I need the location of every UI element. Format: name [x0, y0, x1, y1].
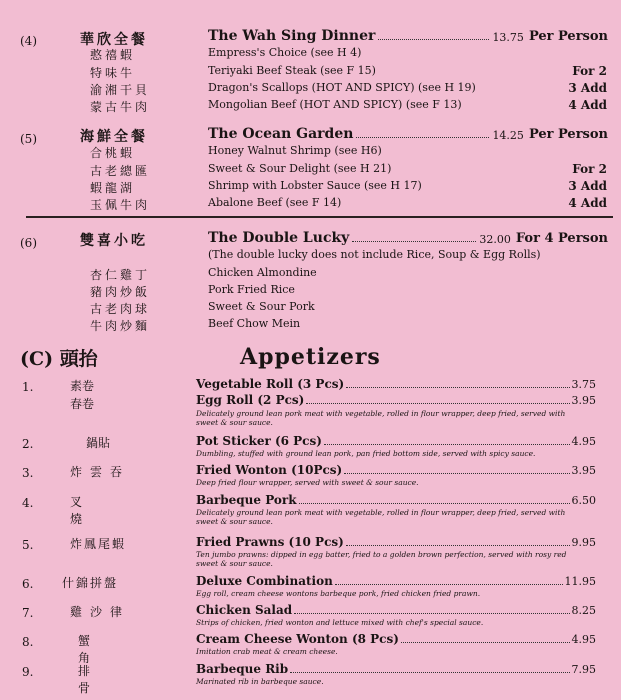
appetizer-number: 3. [22, 466, 34, 480]
combo-item [0, 266, 621, 284]
combo-zh-title: 海鮮全餐 [80, 129, 148, 145]
appetizer-name: Deluxe Combination [196, 574, 333, 588]
appetizer-zh: 蟹角 [78, 634, 131, 665]
appetizer-name: Cream Cheese Wonton (8 Pcs) [196, 632, 399, 646]
appetizer-line [196, 491, 596, 507]
combo-item [0, 98, 621, 116]
item-en: Sweet & Sour Pork [208, 300, 315, 313]
appetizer-line [196, 375, 596, 391]
combo-number: (6) [20, 236, 37, 250]
item-zh: 牛肉炒麵 [90, 319, 151, 333]
combo-per: Per Person [528, 127, 608, 142]
item-qty: 4 Add [568, 98, 607, 112]
item-zh: 合桃蝦 [90, 146, 136, 160]
combo-price: 32.00 [479, 233, 511, 246]
appetizer-zh: 什錦拼盤 [62, 576, 119, 590]
item-zh: 古老肉球 [90, 302, 151, 316]
combo-item [0, 196, 621, 214]
item-en: Abalone Beef (see F 14) [208, 196, 342, 209]
appetizer-price-2: 3.95 [571, 394, 596, 407]
appetizer-price: 4.95 [571, 633, 596, 646]
appetizer-line [196, 630, 596, 646]
appetizer-name-2: Egg Roll (2 Pcs) [196, 393, 305, 407]
appetizer-number: 2. [22, 437, 34, 451]
item-zh: 蝦龍湖 [90, 181, 136, 195]
appetizer-name: Chicken Salad [196, 603, 293, 617]
leader-dots [306, 403, 569, 404]
combo-title: The Ocean Garden [208, 126, 354, 142]
leader-dots [335, 584, 563, 585]
item-en: Shrimp with Lobster Sauce (see H 17) [208, 179, 422, 192]
combo-item [0, 283, 621, 301]
item-qty: 3 Add [568, 81, 607, 95]
appetizer-number: 6. [22, 577, 34, 591]
appetizer-number: 5. [22, 538, 34, 552]
item-zh: 憨禧蝦 [90, 48, 136, 62]
appetizer-line-2 [196, 391, 596, 407]
item-en: Dragon's Scallops (HOT AND SPICY) (see H 19) [208, 81, 476, 94]
combo-title-row [208, 228, 608, 246]
leader-dots [352, 241, 476, 242]
item-zh: 玉佩牛肉 [90, 198, 151, 212]
appetizer-number: 8. [22, 635, 34, 649]
appetizer-zh: 排骨 [78, 664, 131, 695]
appetizer-name: Vegetable Roll (3 Pcs) [196, 377, 345, 391]
item-qty: 3 Add [568, 179, 607, 193]
combo-item [0, 144, 621, 162]
item-qty: 4 Add [568, 196, 607, 210]
item-en: Beef Chow Mein [208, 317, 301, 330]
item-qty: For 2 [572, 162, 607, 176]
appetizer-zh-text: 素卷 [70, 379, 95, 393]
appetizer-name: Barbeque Pork [196, 493, 297, 507]
appetizer-desc: Deep fried flour wrapper, served with sweet & sour sauce. [196, 478, 419, 487]
appetizer-number: 9. [22, 665, 34, 679]
combo-price: 14.25 [492, 129, 524, 142]
combo-item [0, 179, 621, 197]
appetizer-line [196, 461, 596, 477]
combo-per: For 4 Person [515, 231, 608, 246]
leader-dots [324, 444, 570, 445]
item-zh: 豬肉炒飯 [90, 285, 151, 299]
combo-item [0, 46, 621, 64]
combo-item [0, 162, 621, 180]
leader-dots [378, 39, 489, 40]
appetizer-line [196, 660, 596, 676]
appetizer-price: 9.95 [571, 536, 596, 549]
appetizer-zh-2 [70, 395, 146, 412]
item-en: Teriyaki Beef Steak (see F 15) [208, 64, 376, 77]
leader-dots [346, 545, 570, 546]
item-en: Chicken Almondine [208, 266, 317, 279]
appetizer-line [196, 601, 596, 617]
appetizer-zh: 叉燒 [70, 495, 113, 526]
leader-dots [294, 613, 569, 614]
combo-note: (The double lucky does not include Rice, Soup & Egg Rolls) [208, 248, 541, 261]
appetizer-zh: 炸雲吞 [70, 465, 131, 479]
appetizer-zh-text-2: 春卷 [70, 397, 95, 411]
combo-item [0, 317, 621, 335]
appetizer-line [196, 533, 596, 549]
appetizer-zh [70, 377, 146, 394]
combo-zh-title: 華欣全餐 [80, 32, 148, 48]
combo-price: 13.75 [492, 31, 524, 44]
item-en: Pork Fried Rice [208, 283, 295, 296]
appetizer-desc: Marinated rib in barbeque sauce. [196, 677, 324, 686]
combo-title-row [208, 26, 608, 44]
appetizer-desc: Delicately ground lean pork meat with vegetable, rolled in flour wrapper, deep fried, served with sweet & sour sauce. [196, 508, 566, 526]
leader-dots [344, 473, 569, 474]
appetizer-price: 7.95 [571, 663, 596, 676]
combo-item [0, 81, 621, 99]
appetizer-desc: Imitation crab meat & cream cheese. [196, 647, 338, 656]
appetizer-name: Fried Prawns (10 Pcs) [196, 535, 344, 549]
combo-title: The Double Lucky [208, 230, 350, 246]
appetizer-zh: 鍋貼 [86, 436, 111, 450]
item-zh: 特味牛 [90, 66, 136, 80]
combo-number: (4) [20, 34, 37, 48]
appetizer-price: 3.95 [571, 464, 596, 477]
leader-dots [290, 672, 569, 673]
appetizer-price: 8.25 [571, 604, 596, 617]
item-zh: 杏仁雞丁 [90, 268, 151, 282]
combo-item [0, 64, 621, 82]
appetizer-number: 4. [22, 496, 34, 510]
combo-per: Per Person [528, 29, 608, 44]
appetizer-desc: Ten jumbo prawns: dipped in egg batter, fried to a golden brown perfection, served with rosy red sweet & sour sauce. [196, 550, 567, 568]
appetizer-desc: Egg roll, cream cheese wontons barbeque pork, fried chicken fried prawn. [196, 589, 481, 598]
combo-number: (5) [20, 132, 37, 146]
item-zh: 蒙古牛肉 [90, 100, 151, 114]
combo-title: The Wah Sing Dinner [208, 28, 376, 44]
appetizer-line [196, 432, 596, 448]
section-title: Appetizers [240, 344, 381, 370]
item-zh: 古老總匯 [90, 164, 151, 178]
section-divider [26, 216, 613, 218]
appetizer-name: Pot Sticker (6 Pcs) [196, 434, 322, 448]
item-zh: 渝湘干貝 [90, 83, 151, 97]
appetizer-desc: Strips of chicken, fried wonton and lettuce mixed with chef's special sauce. [196, 618, 484, 627]
leader-dots [401, 642, 570, 643]
appetizer-price: 6.50 [571, 494, 596, 507]
item-qty: For 2 [572, 64, 607, 78]
item-en: Sweet & Sour Delight (see H 21) [208, 162, 392, 175]
appetizer-desc: Dumbling, stuffed with ground lean pork, pan fried bottom side, served with spicy sauce. [196, 449, 536, 458]
item-en: Honey Walnut Shrimp (see H6) [208, 144, 382, 157]
appetizer-zh: 雞沙律 [70, 605, 131, 619]
section-zh-heading: (C) 頭抬 [20, 348, 98, 370]
appetizer-zh: 炸鳳尾蝦 [70, 537, 127, 551]
appetizer-desc: Delicately ground lean pork meat with vegetable, rolled in flour wrapper, deep fried, served with sweet & sour sauce. [196, 409, 566, 427]
combo-item [0, 300, 621, 318]
appetizer-price: 3.75 [571, 378, 596, 391]
combo-zh-title: 雙喜小吃 [80, 233, 148, 249]
appetizer-line [196, 572, 596, 588]
appetizer-number: 7. [22, 606, 34, 620]
appetizer-name: Barbeque Rib [196, 662, 289, 676]
leader-dots [299, 503, 570, 504]
leader-dots [346, 387, 569, 388]
combo-title-row [208, 124, 608, 142]
leader-dots [356, 137, 489, 138]
appetizer-price: 11.95 [564, 575, 596, 588]
appetizer-name: Fried Wonton (10Pcs) [196, 463, 343, 477]
item-en: Mongolian Beef (HOT AND SPICY) (see F 13) [208, 98, 462, 111]
appetizer-price: 4.95 [571, 435, 596, 448]
appetizer-number: 1. [22, 380, 34, 394]
item-en: Empress's Choice (see H 4) [208, 46, 362, 59]
